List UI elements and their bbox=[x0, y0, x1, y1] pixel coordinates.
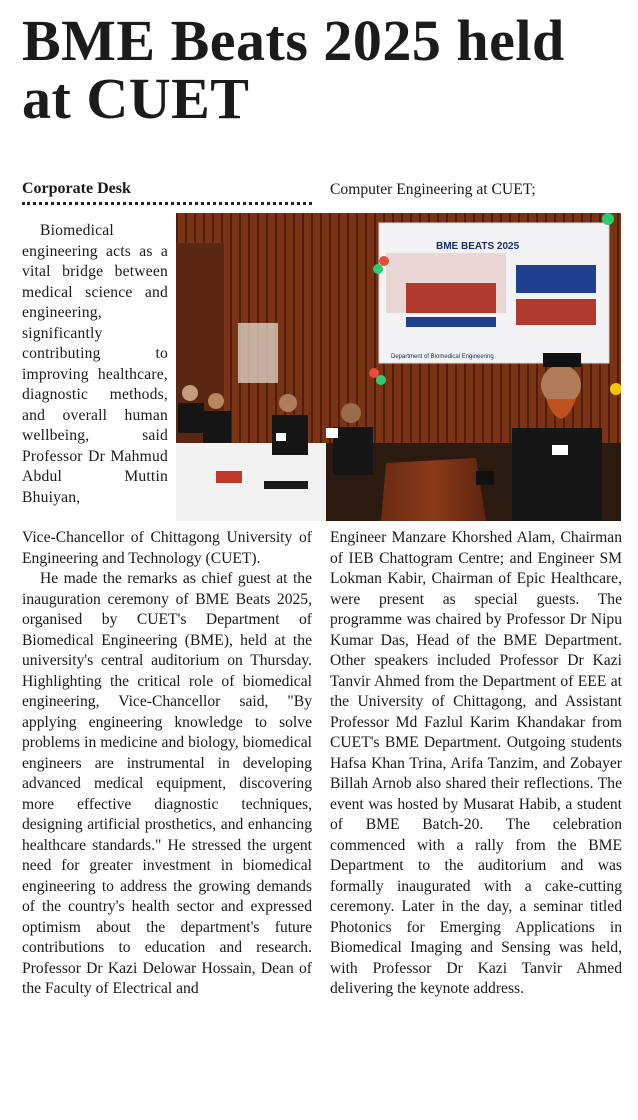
paragraph-3: Engineer Manzare Khorshed Alam, Chairman of IEB Chattogram Centre; and Engineer SM Lokman Kabir, Chairman of Epic Healthcare, were present as special guests. The programme was chaired by Professor Dr Nipu Kumar Das, Head of the BME Department. Other speakers included Professor Dr Kazi Tanvir Ahmed from the Department of EEE at the University of Chittagong, and Assistant Professor Md Fazlul Karim Khandakar from CUET's BME Department. Outgoing students Hafsa Khan Trina, Arifa Tanzim, and Zobayer Billah Arnob also shared their reflections. The event was hosted by Musarat Habib, a student of BME Batch-20. The celebration commenced with a rally from the BME Department to the auditorium and was formally inaugurated with a cake-cutting ceremony. Later in the day, a seminar titled Photonics for Emerging Applications in Biomedical Imaging and Sensing was held, with Professor Dr Kazi Tanvir Ahmed delivering the keynote address. bbox=[330, 529, 622, 997]
right-column-top-line: Computer Engineering at CUET; bbox=[330, 181, 536, 198]
headline bbox=[22, 8, 622, 131]
left-column bbox=[22, 528, 312, 1000]
dotted-divider bbox=[22, 202, 312, 205]
paragraph-2: He made the remarks as chief guest at the inauguration ceremony of BME Beats 2025, organised by CUET's Department of Biomedical Engineering (BME), held at the university's central auditorium on Thursday. Highlighting the critical role of biomedical engineering, Vice-Chancellor said, "By applying engineering knowledge to solve problems in medicine and biology, biomedical engineers are instrumental in developing advanced medical equipment, discovering more effective diagnostic techniques, designing artificial prosthetics, and enhancing healthcare standards." He stressed the urgent need for greater investment in biomedical engineering to address the growing demands of the country's health sector and expressed optimism about the department's future contributions to education and research. Professor Dr Kazi Delowar Hossain, Dean of the Faculty of Electrical and bbox=[22, 570, 312, 997]
headline-line-1: BME Beats 2025 held bbox=[22, 8, 565, 73]
left-column-narrow bbox=[22, 221, 168, 508]
banner-title: BME BEATS 2025 bbox=[436, 241, 520, 252]
byline: Corporate Desk bbox=[22, 180, 131, 197]
paragraph-1-start: Biomedical engineering acts as a vital bridge between medical science and engineering, significantly contributing to improving healthcare, diagnostic methods, and overall human wellbeing, said Professor Dr Mahmud Abdul Muttin Bhuiyan, bbox=[22, 222, 168, 506]
right-column bbox=[330, 528, 622, 1000]
headline-line-2: at CUET bbox=[22, 66, 250, 131]
banner-footer: Department of Biomedical Engineering bbox=[391, 354, 494, 360]
paragraph-1-end: Vice-Chancellor of Chittagong University of Engineering and Technology (CUET). bbox=[22, 529, 312, 567]
event-photo bbox=[176, 213, 621, 521]
